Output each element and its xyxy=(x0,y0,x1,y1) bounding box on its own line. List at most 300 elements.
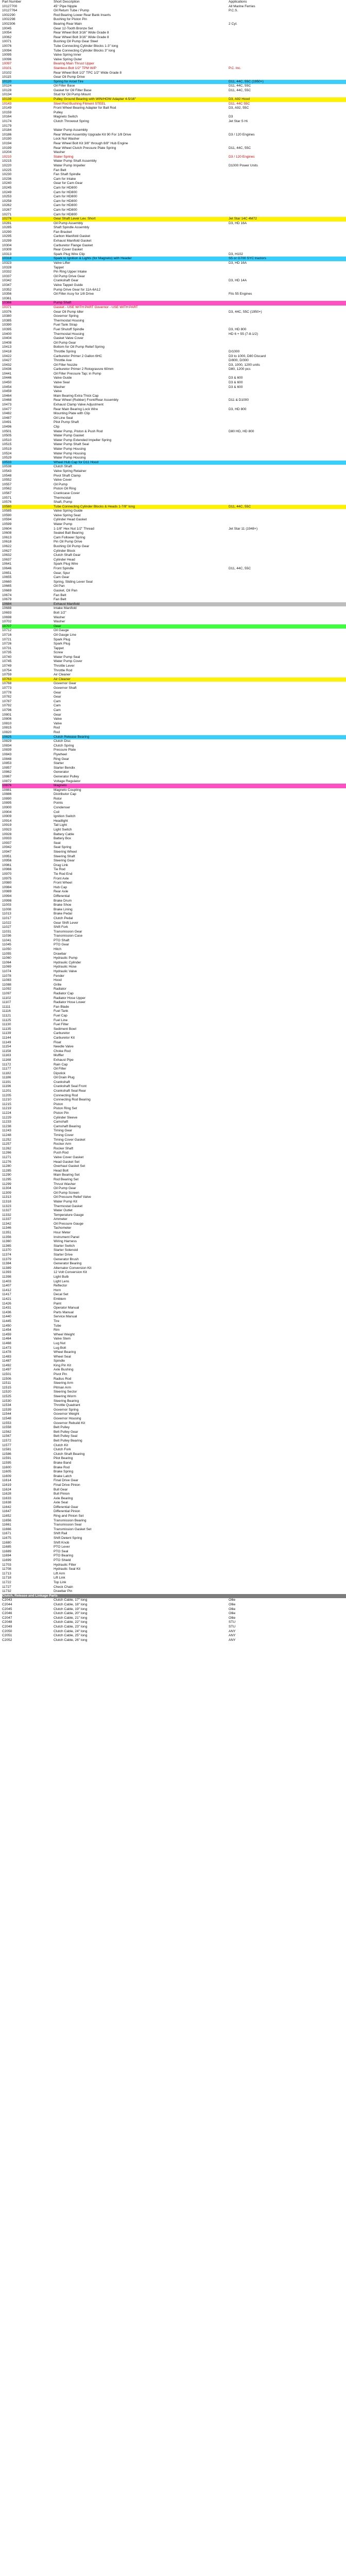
application-cell xyxy=(229,1280,346,1284)
part-number-cell: 10473 xyxy=(2,403,12,407)
part-number-cell: 10225 xyxy=(2,168,12,172)
application-cell xyxy=(229,191,346,195)
application-cell xyxy=(229,1324,346,1329)
description-cell: Brake Pedal xyxy=(54,912,72,916)
application-cell xyxy=(229,775,346,779)
application-cell xyxy=(229,1027,346,1032)
application-cell xyxy=(229,784,346,788)
description-cell: Clutch Cable, 23" long xyxy=(54,1624,88,1629)
description-cell: Valve xyxy=(54,389,62,394)
application-cell xyxy=(229,1403,346,1408)
part-number-cell: 10787 xyxy=(2,699,12,703)
description-cell: Final Drive Gear xyxy=(54,1479,79,1483)
application-cell xyxy=(229,1133,346,1138)
part-number-cell: 11003 xyxy=(2,903,11,907)
part-number-cell: 11544 xyxy=(2,1412,11,1416)
application-cell xyxy=(229,1359,346,1364)
application-cell xyxy=(229,553,346,558)
part-number-cell: 10328 xyxy=(2,265,12,269)
application-cell xyxy=(229,1156,346,1160)
description-cell: Pulley xyxy=(54,110,63,114)
description-cell: Bearing Main Thrust Upper xyxy=(54,62,95,66)
part-number-cell: 11360 xyxy=(2,1240,11,1244)
part-number-cell: 11501 xyxy=(2,1372,11,1377)
description-cell: Operator Manual xyxy=(54,1306,79,1310)
part-number-cell: 10120 xyxy=(2,80,54,84)
part-number-cell: 10660 xyxy=(2,580,12,584)
part-number-cell: 11257 xyxy=(2,1142,11,1146)
part-number-cell: 10839 xyxy=(2,748,12,752)
application-cell xyxy=(229,412,346,416)
part-number-cell: 11295 xyxy=(2,1177,11,1181)
description-cell: Fan Belt xyxy=(54,168,66,172)
application-cell: Ollie xyxy=(229,1612,236,1616)
part-number-cell: 10342 xyxy=(2,279,12,283)
description-cell: Starter Bendix xyxy=(54,766,75,770)
description-cell: Temperature Gauge xyxy=(54,1213,84,1217)
part-number-cell: 11558 xyxy=(2,1426,11,1430)
description-cell: Overhaul Gasket Set xyxy=(54,1164,85,1168)
application-cell xyxy=(229,27,346,31)
description-cell: Oil Pump Gear xyxy=(54,1187,76,1191)
application-cell xyxy=(229,833,346,837)
description-cell: Gear xyxy=(54,695,61,699)
application-cell xyxy=(229,1470,346,1475)
description-cell: Cam for HD800 xyxy=(54,199,77,203)
description-cell: Fan Bracket xyxy=(54,230,72,234)
description-cell: Oil Pump xyxy=(54,482,68,486)
application-cell xyxy=(229,1510,346,1514)
application-cell xyxy=(229,1333,346,1337)
application-cell xyxy=(229,744,346,749)
description-cell: Steering Wheel xyxy=(54,850,77,854)
part-number-cell: 10215 xyxy=(2,159,12,163)
description-cell: Tube xyxy=(54,1324,61,1328)
description-cell: Voltage Regulator xyxy=(54,779,81,783)
application-cell xyxy=(229,562,346,567)
description-cell: Transmission Gasket Set xyxy=(54,1527,92,1531)
part-number-cell: 10505 xyxy=(2,434,12,438)
description-cell: Fan Belt xyxy=(54,598,66,602)
description-cell: Wheel Weight xyxy=(54,1332,75,1336)
part-number-cell: 11050 xyxy=(2,947,11,952)
application-cell xyxy=(229,425,346,430)
application-cell xyxy=(229,1058,346,1063)
description-cell: Crankshaft Seal Front xyxy=(54,1084,87,1089)
description-cell: Water Pump Seal xyxy=(54,655,80,659)
description-cell: Starter xyxy=(54,761,64,766)
description-cell: Clutch Cable, 24" long xyxy=(54,1629,88,1633)
description-cell: Rim xyxy=(54,1328,60,1332)
description-cell: Starter Solenoid xyxy=(54,1248,78,1252)
application-cell xyxy=(229,1399,346,1404)
application-cell xyxy=(229,1253,346,1258)
application-cell xyxy=(229,248,346,252)
description-cell: Tie Rod End xyxy=(54,872,73,876)
application-cell: D3, HD 14A xyxy=(229,279,247,283)
application-cell xyxy=(229,1248,346,1253)
application-cell xyxy=(229,1217,346,1222)
application-cell xyxy=(229,1147,346,1151)
part-number-cell: 10562 xyxy=(2,487,12,491)
application-cell: D3, HD 800 xyxy=(229,407,247,411)
part-number-cell: 10519 xyxy=(2,447,12,451)
part-number-cell: 11619 xyxy=(2,1483,11,1487)
description-cell: Seat Spring xyxy=(54,845,72,850)
application-cell xyxy=(229,1270,346,1275)
part-number-cell: 11088 xyxy=(2,982,11,987)
application-cell xyxy=(229,1434,346,1439)
application-cell xyxy=(229,492,346,496)
part-number-cell: 10441 xyxy=(2,371,12,376)
description-cell: Pin Oil Pump Drive xyxy=(54,540,82,544)
part-number-cell: 11638 xyxy=(2,1501,11,1505)
description-cell: Valve Cover Gasket xyxy=(54,1155,84,1159)
description-cell: Needle Valve xyxy=(54,1045,74,1049)
description-cell: Steering Sector xyxy=(54,1390,77,1394)
part-number-cell: 10576 xyxy=(2,500,12,504)
application-cell xyxy=(229,283,346,288)
description-cell: Cam for HD800 xyxy=(54,208,77,212)
part-number-cell: 10309 xyxy=(2,248,12,252)
application-cell xyxy=(229,1302,346,1307)
description-cell: Grille xyxy=(54,982,62,987)
description-cell: Spark to Ignition & Lights (for Magneto) with Header xyxy=(54,257,229,261)
part-number-cell: 10585 xyxy=(2,509,12,513)
description-cell: Oil Filler Pressure Tap; in Pump xyxy=(54,371,101,376)
part-number-cell: 10796 xyxy=(2,708,12,712)
part-number-cell: 11468 xyxy=(2,1341,11,1345)
application-cell xyxy=(229,620,346,624)
application-cell xyxy=(229,1572,346,1577)
application-cell xyxy=(229,1160,346,1165)
application-cell xyxy=(229,1426,346,1430)
application-cell: HD 6 + 55 (7-8-1/2) xyxy=(229,332,258,336)
description-cell: Brake Shoe xyxy=(54,903,72,907)
part-number-cell: 11609 xyxy=(2,1474,11,1478)
part-number-cell: 11675 xyxy=(2,1536,11,1540)
part-number-cell: 11722 xyxy=(2,1580,11,1584)
application-cell xyxy=(229,1072,346,1076)
part-number-cell: 10820 xyxy=(2,730,12,734)
application-cell xyxy=(229,173,346,177)
application-cell xyxy=(229,1523,346,1528)
part-number-cell: 10249 xyxy=(2,190,12,194)
description-cell: Oil Pressure Gauge xyxy=(54,1222,83,1226)
application-cell xyxy=(229,1023,346,1027)
application-cell: D1000 Power Units xyxy=(229,163,258,167)
part-number-cell: 11412 xyxy=(2,1288,11,1292)
application-cell xyxy=(229,890,346,894)
description-cell: Valve Spring Guide xyxy=(54,509,83,513)
application-cell xyxy=(229,1466,346,1470)
application-cell xyxy=(229,810,346,815)
application-cell xyxy=(229,797,346,802)
application-cell xyxy=(229,518,346,522)
application-cell: D11, 44C 55C xyxy=(229,101,250,106)
part-number-cell: 10124 xyxy=(2,84,12,88)
description-cell: Oil Filler Nozzle xyxy=(54,363,78,367)
part-number-cell: 11219 xyxy=(2,1107,11,1111)
description-cell: Flywheel xyxy=(54,752,67,756)
application-cell: Jet Star 11 (1948+) xyxy=(229,527,258,531)
description-cell: Clutch Kit xyxy=(54,1443,68,1447)
application-cell xyxy=(229,1381,346,1386)
part-number-cell: 10919 xyxy=(2,823,12,827)
description-cell: Generator Bearing xyxy=(54,1262,82,1266)
part-number-cell: 11680 xyxy=(2,1540,11,1545)
application-cell xyxy=(229,801,346,806)
part-number-cell: 10347 xyxy=(2,283,12,287)
part-number-cell: 10951 xyxy=(2,854,12,858)
part-number-cell: 11154 xyxy=(2,1045,11,1049)
application-cell xyxy=(229,1439,346,1444)
description-cell: Steel Rod Bushing Fitment STEEL xyxy=(54,101,106,106)
description-cell: Governor Shaft xyxy=(54,686,77,690)
part-number-cell: 11229 xyxy=(2,1115,11,1120)
application-cell xyxy=(229,1541,346,1546)
description-cell: Gear Oil Pump Drive xyxy=(54,75,85,79)
description-cell: Clutch Pedal xyxy=(54,916,73,920)
part-number-cell: 10674 xyxy=(2,593,12,597)
application-cell xyxy=(229,713,346,718)
part-number-cell: 10204 xyxy=(2,150,12,155)
part-number-cell: 10998 xyxy=(2,899,12,903)
application-cell xyxy=(229,44,346,49)
part-number-cell: 10332 xyxy=(2,270,12,274)
application-cell xyxy=(229,478,346,483)
application-cell xyxy=(229,766,346,771)
part-number-cell: 11224 xyxy=(2,1111,11,1115)
part-number-cell: 10276 xyxy=(2,217,54,222)
description-cell: Transmission Bearing xyxy=(54,1518,86,1522)
description-cell: Magneto Coupling xyxy=(54,788,81,792)
description-cell: Spark Plug xyxy=(54,642,71,646)
part-number-cell: 11417 xyxy=(2,1293,11,1297)
part-number-cell: 11008 xyxy=(2,907,11,911)
description-cell: Hydraulic Hose xyxy=(54,965,77,969)
application-cell: P.C.S. xyxy=(229,9,238,13)
application-cell xyxy=(229,403,346,408)
section-title: Clutch, Release and Linkage Parts xyxy=(2,1594,346,1599)
application-cell xyxy=(229,1475,346,1479)
application-cell xyxy=(229,682,346,686)
description-cell: Gear Shift Lever xyxy=(54,921,79,925)
part-number-cell: 11614 xyxy=(2,1479,11,1483)
application-cell xyxy=(229,1461,346,1466)
description-cell: Oil Gauge Line xyxy=(54,633,76,637)
application-cell xyxy=(229,1226,346,1231)
part-number-cell: 11041 xyxy=(2,938,11,942)
part-number-cell: 10271 xyxy=(2,212,12,216)
part-number-cell: 10400 xyxy=(2,332,12,336)
part-number-cell: 10361 xyxy=(2,296,12,300)
description-cell: Sealed Ball Bearing xyxy=(54,531,83,535)
description-cell: 1-1/8" Hex Nut 1/2" Thread xyxy=(54,527,94,531)
description-cell: Starter Switch xyxy=(54,1244,75,1248)
application-cell xyxy=(229,1084,346,1089)
description-cell: Tie Rod xyxy=(54,868,65,872)
application-cell xyxy=(229,1258,346,1262)
application-cell xyxy=(229,1350,346,1355)
application-cell: ANY xyxy=(229,1629,236,1633)
part-number-cell: 11177 xyxy=(2,1067,11,1071)
part-number-cell: 10778 xyxy=(2,690,12,694)
part-number-cell: 11271 xyxy=(2,1155,11,1159)
application-cell: D3, 44C, 55C (1950+) xyxy=(229,310,262,314)
description-cell: Paint xyxy=(54,1301,62,1306)
application-cell xyxy=(229,1231,346,1235)
part-number-cell: 10857 xyxy=(2,766,12,770)
description-cell: Fuel Filter xyxy=(54,1023,69,1027)
description-cell: Rear Wheel Clutch Pressure Plate Spring xyxy=(54,146,116,150)
application-cell: STU xyxy=(229,1624,236,1629)
part-number-cell: 10961 xyxy=(2,863,12,867)
application-cell xyxy=(229,1430,346,1435)
description-cell: Governor Spring xyxy=(54,1408,79,1412)
part-number-cell: 11346 xyxy=(2,1226,11,1230)
part-number-cell: 10745 xyxy=(2,659,12,664)
application-cell xyxy=(229,1479,346,1483)
part-number-cell: 10848 xyxy=(2,757,12,761)
application-cell xyxy=(229,181,346,186)
part-number-cell: C2043 xyxy=(2,1598,12,1602)
part-number-cell: 11243 xyxy=(2,1129,11,1133)
application-cell xyxy=(229,717,346,722)
part-number-cell: 10914 xyxy=(2,819,12,823)
application-cell: D3 & 600 xyxy=(229,385,243,389)
description-cell: Axle Seal xyxy=(54,1501,68,1505)
description-cell: Differential Pinion xyxy=(54,1510,80,1514)
part-number-cell: 10290 xyxy=(2,230,12,234)
description-cell: Oil Gauge xyxy=(54,629,69,633)
application-cell xyxy=(229,1098,346,1103)
description-cell: Condenser xyxy=(54,806,71,810)
application-cell xyxy=(229,722,346,726)
application-cell: Jet Star S Hi xyxy=(229,120,248,124)
description-cell: Fuel Tank xyxy=(54,1009,68,1013)
description-cell: Piston xyxy=(54,1102,63,1106)
application-cell xyxy=(229,912,346,917)
part-number-cell: 11656 xyxy=(2,1518,11,1522)
description-cell: Rotor xyxy=(54,796,62,801)
part-number-cell: 10366 xyxy=(2,301,54,306)
application-cell xyxy=(229,461,346,465)
application-cell xyxy=(229,983,346,988)
part-number-cell: 10608 xyxy=(2,531,12,535)
application-cell xyxy=(229,168,346,173)
description-cell: Clutch Throwout Spring xyxy=(54,120,89,124)
application-cell: Ollie xyxy=(229,1598,236,1602)
description-cell: Carburetor Flange Gasket xyxy=(54,243,93,247)
application-cell xyxy=(229,704,346,708)
application-cell xyxy=(229,1151,346,1156)
part-number-cell: 10477 xyxy=(2,407,12,411)
part-number-cell: 10299 xyxy=(2,239,12,243)
application-cell xyxy=(229,239,346,244)
application-cell xyxy=(229,1138,346,1143)
description-cell: Water Pump Extended Impeller Spring xyxy=(54,438,112,442)
description-cell: Decal Set xyxy=(54,1293,68,1297)
part-number-cell: 10491 xyxy=(2,420,12,425)
description-cell: Steering Worm xyxy=(54,1395,76,1399)
col-part-number: Part Number xyxy=(2,0,22,4)
application-cell xyxy=(229,345,346,350)
part-number-cell: 11196 xyxy=(2,1084,11,1089)
part-number-cell: 10923 xyxy=(2,828,12,832)
part-number-cell: C2047 xyxy=(2,1616,12,1620)
part-number-cell: 10501 xyxy=(2,429,12,433)
part-number-cell: 10646 xyxy=(2,567,12,570)
part-number-cell: 11553 xyxy=(2,1421,11,1425)
application-cell xyxy=(229,1284,346,1289)
part-number-cell: 10427 xyxy=(2,359,12,363)
description-cell: Timing Cover xyxy=(54,1133,74,1137)
description-cell: Muffler xyxy=(54,1054,64,1058)
description-cell: Generator xyxy=(54,770,69,774)
application-cell xyxy=(229,956,346,961)
application-cell xyxy=(229,1377,346,1382)
application-cell xyxy=(229,845,346,850)
part-number-cell: 10716 xyxy=(2,633,12,637)
part-number-cell: 11713 xyxy=(2,1571,11,1575)
description-cell: Differential Gear xyxy=(54,1505,78,1509)
application-cell xyxy=(229,872,346,877)
application-cell: D3, H102 xyxy=(229,252,243,256)
part-number-cell: 10529 xyxy=(2,456,12,460)
part-number-cell: 11083 xyxy=(2,978,11,982)
col-description: Short Description xyxy=(54,0,80,4)
description-cell: Exhaust Manifold Gasket xyxy=(54,239,92,243)
part-number-cell: 11248 xyxy=(2,1133,11,1137)
description-cell: Clutch Cable, 22" long xyxy=(54,1620,88,1624)
description-cell: Rear Wheel Bolt Kit 3/8" through 8/8" Hub Engine xyxy=(54,142,128,145)
application-cell xyxy=(229,992,346,996)
application-cell xyxy=(229,1328,346,1333)
part-number-cell: 10571 xyxy=(2,496,12,500)
description-cell: Valve Lifter xyxy=(54,261,71,265)
application-cell xyxy=(229,1178,346,1182)
description-cell: Axle Bearing xyxy=(54,1496,73,1500)
part-number-cell: 10164 xyxy=(2,115,12,119)
application-cell: Jet Star 14C 4M72 xyxy=(229,217,346,222)
part-number-cell: 10853 xyxy=(2,761,12,766)
part-number-cell: 11666 xyxy=(2,1527,11,1531)
application-cell xyxy=(229,700,346,704)
description-cell: Brake Band xyxy=(54,1461,72,1465)
part-number-cell: 10128 xyxy=(2,88,12,92)
application-cell: D11, 44C, 55C xyxy=(229,505,346,510)
part-number-cell: 11337 xyxy=(2,1217,11,1222)
part-number-cell: 11718 xyxy=(2,1576,11,1580)
application-cell xyxy=(229,128,346,133)
application-cell xyxy=(229,213,346,217)
part-number-cell: C2051 xyxy=(2,1634,12,1638)
description-cell: Tube Connecting Cylinder Blocks 1-3" long xyxy=(54,44,118,48)
description-cell: Alternator Conversion Kit xyxy=(54,1266,92,1270)
application-cell xyxy=(229,1448,346,1452)
description-cell: Fuel Line xyxy=(54,1018,68,1022)
part-number-cell: 11215 xyxy=(2,1102,11,1106)
part-number-cell: 11266 xyxy=(2,1151,11,1155)
application-cell xyxy=(229,921,346,926)
part-number-cell: 11454 xyxy=(2,1328,11,1332)
description-cell: Clutch Cable, 18" long xyxy=(54,1602,88,1606)
part-number-cell: 10632 xyxy=(2,553,12,557)
description-cell: Oil Pump Assembly xyxy=(54,221,83,225)
part-number-cell: 11158 xyxy=(2,1049,11,1053)
application-cell xyxy=(229,1240,346,1244)
